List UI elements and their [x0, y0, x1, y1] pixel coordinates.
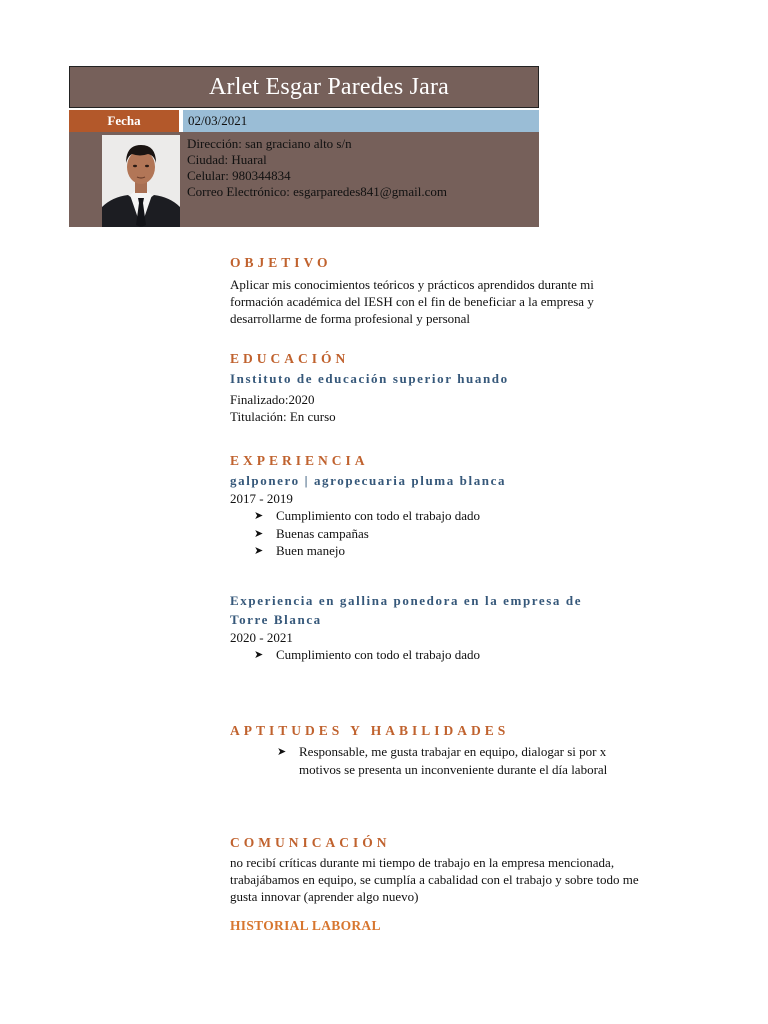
communication-line: gusta innovar (aprender algo nuevo): [230, 889, 419, 904]
communication-line: trabajábamos en equipo, se cumplía a cabalidad con el trabajo y sobre todo me: [230, 872, 639, 887]
arrowhead-bullet-icon: ➤: [277, 745, 287, 758]
job-title-continued: Torre Blanca: [230, 612, 322, 627]
communication-line: no recibí críticas durante mi tiempo de trabajo en la empresa mencionada,: [230, 855, 615, 870]
name-bar: [69, 66, 539, 108]
candidate-name: Arlet Esgar Paredes Jara: [208, 74, 450, 100]
job-title: Experiencia en gallina ponedora en la empresa de: [230, 593, 583, 608]
list-item-continued: motivos se presenta un inconveniente durante el día laboral: [299, 761, 608, 777]
arrowhead-bullet-icon: ➤: [254, 509, 264, 522]
finished-year: Finalizado:2020: [230, 392, 315, 407]
section-educacion: [230, 351, 700, 425]
email-line: Correo Electrónico: esgarparedes841@gmail.com: [187, 184, 447, 199]
section-heading: HISTORIAL LABORAL: [230, 918, 381, 933]
date-value: 02/03/2021: [183, 110, 539, 132]
section-heading: OBJETIVO: [230, 255, 332, 270]
job-duties-list: [230, 646, 700, 664]
job-period: 2017 - 2019: [230, 491, 293, 506]
profile-photo: [102, 135, 180, 227]
section-objetivo: [230, 255, 700, 327]
section-heading: EXPERIENCIA: [230, 453, 369, 468]
list-item: ➤ Buen manejo: [254, 543, 345, 558]
contact-box: [69, 132, 539, 227]
city-line: Ciudad: Huaral: [187, 152, 267, 167]
section-heading: APTITUDES Y HABILIDADES: [230, 723, 510, 738]
objective-line: formación académica del IESH con el fin de beneficiar a la empresa y: [230, 294, 594, 309]
list-item: ➤ Buenas campañas: [254, 525, 369, 541]
section-comunicacion: [230, 835, 700, 905]
institution-name: Instituto de educación superior huando: [230, 371, 509, 386]
degree-status: Titulación: En curso: [230, 409, 336, 424]
objective-line: desarrollarme de forma profesional y personal: [230, 311, 471, 326]
phone-line: Celular: 980344834: [187, 168, 291, 183]
job-title: galponero | agropecuaria pluma blanca: [230, 473, 507, 488]
address-line: Dirección: san graciano alto s/n: [187, 136, 352, 151]
section-aptitudes: [230, 723, 700, 778]
resume-header: [69, 66, 539, 227]
list-item: ➤ Cumplimiento con todo el trabajo dado: [254, 647, 480, 662]
objective-line: Aplicar mis conocimientos teóricos y prácticos aprendidos durante mi: [230, 277, 594, 292]
date-label: Fecha: [69, 110, 179, 132]
section-heading: COMUNICACIÓN: [230, 835, 391, 850]
list-item: ➤ Cumplimiento con todo el trabajo dado: [254, 508, 480, 523]
experience-entry-2: [230, 591, 700, 664]
list-item: ➤ Responsable, me gusta trabajar en equipo, dialogar si por x: [277, 744, 607, 759]
section-heading: EDUCACIÓN: [230, 351, 350, 366]
contact-details: [187, 136, 447, 200]
job-period: 2020 - 2021: [230, 630, 293, 645]
section-experiencia: [230, 453, 700, 560]
job-duties-list: [230, 507, 700, 560]
arrowhead-bullet-icon: ➤: [254, 526, 264, 540]
arrowhead-bullet-icon: ➤: [254, 544, 264, 557]
skills-list: [230, 743, 700, 778]
section-historial: [230, 918, 700, 934]
arrowhead-bullet-icon: ➤: [254, 648, 264, 661]
